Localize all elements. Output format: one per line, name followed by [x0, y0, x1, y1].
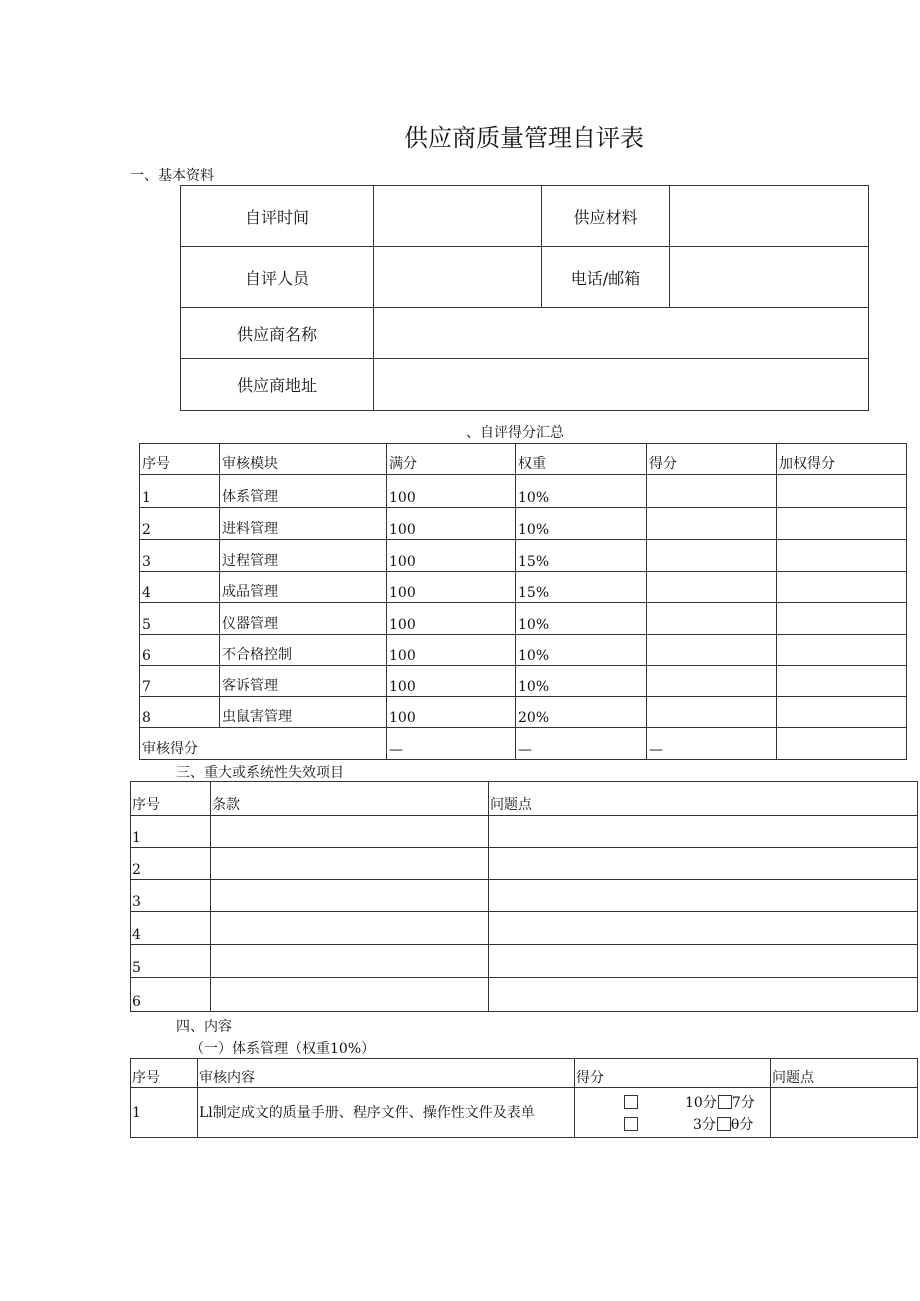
summary-cell-no: 7 — [140, 666, 220, 697]
supplier-address-value[interactable] — [374, 359, 869, 411]
eval-time-value[interactable] — [374, 186, 542, 247]
table-row — [131, 945, 918, 978]
table-row — [140, 603, 907, 635]
summary-cell-no: 5 — [140, 603, 220, 635]
summary-cell-module: 客诉管理 — [220, 666, 387, 697]
summary-cell-weighted[interactable] — [777, 635, 907, 666]
summary-cell-no: 6 — [140, 635, 220, 666]
section-failures-heading: 三、重大或系统性失效项目 — [176, 765, 344, 781]
failure-cell-issue[interactable] — [489, 978, 918, 1012]
table-row — [140, 697, 907, 728]
system-header-issue: 问题点 — [771, 1059, 918, 1088]
failure-cell-no: 3 — [131, 880, 211, 912]
summary-total-weight: — — [516, 728, 647, 760]
failure-cell-issue[interactable] — [489, 848, 918, 880]
score-checkbox[interactable] — [718, 1095, 732, 1109]
table-row — [131, 1088, 918, 1138]
table-row — [131, 978, 918, 1012]
summary-header-weighted: 加权得分 — [777, 444, 907, 475]
failure-table — [130, 781, 918, 1012]
summary-cell-score[interactable] — [647, 475, 777, 508]
failure-header-clause: 条款 — [211, 782, 489, 816]
summary-cell-full: 100 — [387, 603, 516, 635]
supply-material-value[interactable] — [670, 186, 869, 247]
failure-cell-no: 4 — [131, 912, 211, 945]
summary-cell-full: 100 — [387, 540, 516, 572]
summary-cell-score[interactable] — [647, 603, 777, 635]
score-option-label: 7分 — [731, 1094, 755, 1111]
table-row — [140, 508, 907, 540]
failure-cell-issue[interactable] — [489, 945, 918, 978]
failure-cell-clause[interactable] — [211, 816, 489, 848]
system-header-score: 得分 — [575, 1059, 771, 1088]
phone-email-value[interactable] — [670, 247, 869, 308]
failure-cell-no: 6 — [131, 978, 211, 1012]
phone-email-label: 电话/邮箱 — [542, 247, 670, 308]
summary-cell-weight: 10% — [516, 603, 647, 635]
supplier-name-label: 供应商名称 — [181, 308, 374, 359]
eval-time-label: 自评时间 — [181, 186, 374, 247]
score-checkbox[interactable] — [717, 1117, 731, 1131]
failure-header-no: 序号 — [131, 782, 211, 816]
summary-header-weight: 权重 — [516, 444, 647, 475]
summary-cell-score[interactable] — [647, 666, 777, 697]
summary-cell-full: 100 — [387, 666, 516, 697]
failure-cell-clause[interactable] — [211, 912, 489, 945]
summary-cell-no: 3 — [140, 540, 220, 572]
summary-cell-weighted[interactable] — [777, 540, 907, 572]
summary-cell-full: 100 — [387, 697, 516, 728]
summary-cell-no: 8 — [140, 697, 220, 728]
summary-cell-score[interactable] — [647, 540, 777, 572]
supplier-address-label: 供应商地址 — [181, 359, 374, 411]
system-management-table — [130, 1058, 918, 1138]
score-option-label: θ分 — [730, 1116, 754, 1133]
score-checkbox[interactable] — [624, 1095, 638, 1109]
summary-cell-weighted[interactable] — [777, 475, 907, 508]
summary-table — [139, 443, 907, 760]
system-cell-no: 1 — [131, 1088, 198, 1138]
summary-cell-full: 100 — [387, 635, 516, 666]
failure-cell-no: 5 — [131, 945, 211, 978]
failure-cell-clause[interactable] — [211, 880, 489, 912]
system-cell-content: Ll制定成文的质量手册、程序文件、操作性文件及表单 — [198, 1088, 575, 1138]
summary-total-full: — — [387, 728, 516, 760]
table-row — [131, 816, 918, 848]
summary-header-no: 序号 — [140, 444, 220, 475]
summary-total-weighted[interactable] — [777, 728, 907, 760]
failure-header-issue: 问题点 — [489, 782, 918, 816]
summary-cell-weight: 10% — [516, 475, 647, 508]
supplier-name-value[interactable] — [374, 308, 869, 359]
table-row — [131, 912, 918, 945]
failure-cell-no: 2 — [131, 848, 211, 880]
section-content-heading: 四、内容 — [176, 1019, 232, 1035]
failure-cell-no: 1 — [131, 816, 211, 848]
score-option-label: 3分 — [693, 1116, 716, 1133]
summary-cell-no: 1 — [140, 475, 220, 508]
summary-cell-weighted[interactable] — [777, 572, 907, 603]
summary-cell-full: 100 — [387, 475, 516, 508]
summary-cell-score[interactable] — [647, 697, 777, 728]
summary-cell-weight: 15% — [516, 572, 647, 603]
table-row — [140, 572, 907, 603]
section-summary-heading: 、自评得分汇总 — [466, 425, 564, 441]
summary-cell-score[interactable] — [647, 572, 777, 603]
supply-material-label: 供应材料 — [542, 186, 670, 247]
summary-total-score: — — [647, 728, 777, 760]
summary-cell-weighted[interactable] — [777, 603, 907, 635]
summary-cell-full: 100 — [387, 508, 516, 540]
evaluator-label: 自评人员 — [181, 247, 374, 308]
summary-header-module: 审核模块 — [220, 444, 387, 475]
summary-cell-no: 2 — [140, 508, 220, 540]
table-row — [140, 635, 907, 666]
table-row — [140, 475, 907, 508]
system-cell-score — [575, 1088, 771, 1138]
summary-cell-weighted[interactable] — [777, 666, 907, 697]
summary-cell-weight: 10% — [516, 635, 647, 666]
failure-cell-clause[interactable] — [211, 978, 489, 1012]
summary-cell-module: 过程管理 — [220, 540, 387, 572]
table-row — [140, 540, 907, 572]
summary-header-full: 满分 — [387, 444, 516, 475]
failure-cell-clause[interactable] — [211, 848, 489, 880]
system-header-content: 审核内容 — [198, 1059, 575, 1088]
table-row — [140, 666, 907, 697]
page-title: 供应商质量管理自评表 — [404, 124, 644, 152]
summary-cell-full: 100 — [387, 572, 516, 603]
table-row — [131, 848, 918, 880]
system-header-no: 序号 — [131, 1059, 198, 1088]
failure-cell-clause[interactable] — [211, 945, 489, 978]
summary-cell-weighted[interactable] — [777, 697, 907, 728]
section-sub1-heading: （一）体系管理（权重10%） — [190, 1041, 376, 1057]
summary-total-label: 审核得分 — [140, 728, 387, 760]
summary-cell-module: 体系管理 — [220, 475, 387, 508]
basic-info-table — [180, 185, 869, 411]
summary-cell-module: 虫鼠害管理 — [220, 697, 387, 728]
summary-cell-weight: 10% — [516, 666, 647, 697]
summary-cell-weight: 10% — [516, 508, 647, 540]
summary-cell-module: 成品管理 — [220, 572, 387, 603]
section-basic-heading: 一、基本资料 — [130, 168, 214, 184]
evaluator-value[interactable] — [374, 247, 542, 308]
score-option-label: 10分 — [685, 1094, 717, 1111]
summary-cell-module: 进料管理 — [220, 508, 387, 540]
summary-total-row — [140, 728, 907, 760]
failure-cell-issue[interactable] — [489, 880, 918, 912]
table-row — [131, 880, 918, 912]
score-checkbox[interactable] — [624, 1117, 638, 1131]
summary-cell-no: 4 — [140, 572, 220, 603]
system-cell-issue[interactable] — [771, 1088, 918, 1138]
failure-cell-issue[interactable] — [489, 816, 918, 848]
summary-cell-weight: 15% — [516, 540, 647, 572]
failure-cell-issue[interactable] — [489, 912, 918, 945]
summary-cell-score[interactable] — [647, 508, 777, 540]
summary-cell-module: 仪器管理 — [220, 603, 387, 635]
summary-cell-module: 不合格控制 — [220, 635, 387, 666]
summary-header-score: 得分 — [647, 444, 777, 475]
summary-cell-weighted[interactable] — [777, 508, 907, 540]
summary-cell-score[interactable] — [647, 635, 777, 666]
summary-cell-weight: 20% — [516, 697, 647, 728]
